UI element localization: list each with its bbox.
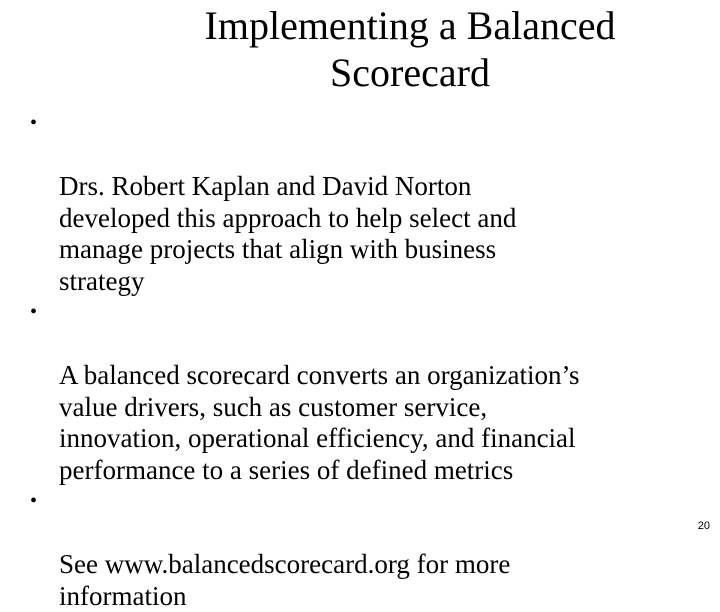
slide-number: 20 [697, 520, 710, 532]
bullet-icon: • [30, 112, 38, 134]
bullet-list [30, 108, 700, 612]
bullet-item [30, 486, 700, 612]
bullet-text: See www.balancedscorecard.org for more information [59, 549, 511, 611]
bullet-item [30, 108, 700, 297]
bullet-item [30, 297, 700, 486]
bullet-icon: • [30, 301, 38, 323]
bullet-text: A balanced scorecard converts an organization’s value drivers, such as customer service, innovation, operational efficiency, and financial performance to a series of defined metrics [59, 360, 580, 485]
slide-title: Implementing a Balanced Scorecard [204, 3, 616, 95]
bullet-text: Drs. Robert Kaplan and David Norton developed this approach to help select and manage projects that align with business strategy [59, 171, 517, 296]
bullet-icon: • [30, 490, 38, 512]
